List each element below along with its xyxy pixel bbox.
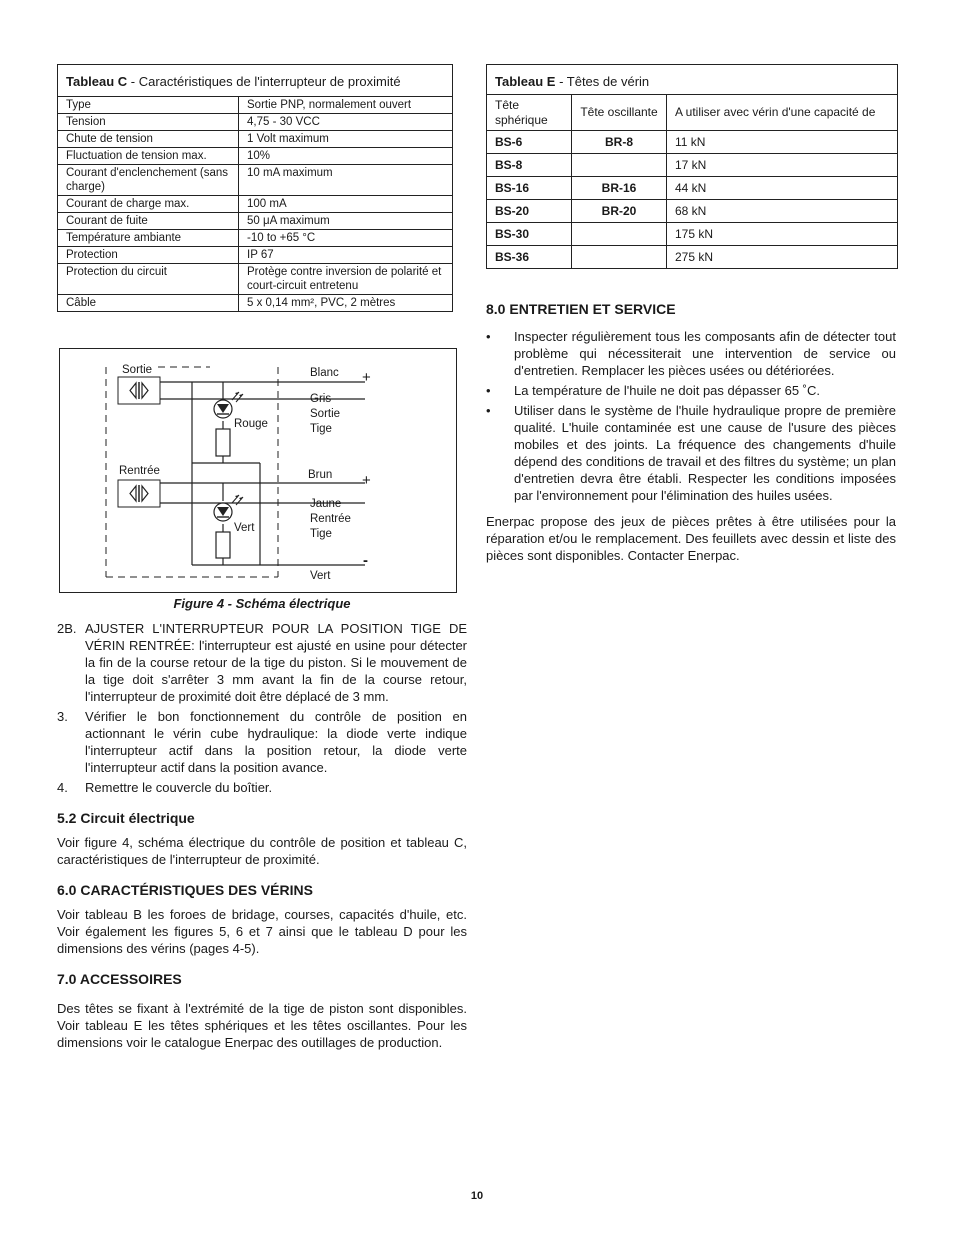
table-e-cell: BS-6	[487, 131, 572, 154]
table-e-cell: 11 kN	[667, 131, 898, 154]
label-gris: Gris	[310, 393, 332, 405]
table-c-row	[58, 295, 452, 312]
table-c-key: Protection du circuit	[58, 264, 239, 295]
paragraph-6-0: Voir tableau B les foroes de bridage, courses, capacités d'huile, etc. Voir également les figures 5, 6 et 7 ainsi que le tableau D pour les dimensions des vérins (pages 4-5).	[57, 907, 467, 956]
paragraph-5-2: Voir figure 4, schéma électrique du contrôle de position et tableau C, caractéristiques de l'interrupteur de proximité.	[57, 835, 467, 867]
table-c-value: 5 x 0,14 mm², PVC, 2 mètres	[239, 295, 453, 312]
table-e-cell: BS-20	[487, 200, 572, 223]
table-e-cell	[572, 154, 667, 177]
bullet-icon: •	[486, 403, 491, 418]
label-minus: -	[363, 552, 368, 569]
label-jaune: Jaune	[310, 498, 342, 510]
table-c-key: Chute de tension	[58, 131, 239, 148]
paragraph-7-0: Des têtes se fixant à l'extrémité de la tige de piston sont disponibles. Voir tableau E les têtes sphériques et les têtes oscillantes. Pour les dimensions voir le catalogue Enerpac des outillages de production.	[57, 1001, 467, 1050]
paragraph-enerpac: Enerpac propose des jeux de pièces prêtes à être utilisées pour la réparation et/ou le remplacement. Des feuillets avec dessin et liste des pièces sont disponibles. Contacter Enerpac.	[486, 514, 896, 563]
wiring-diagram-svg	[60, 349, 456, 592]
step-item	[57, 708, 467, 776]
table-e-cell: BS-30	[487, 223, 572, 246]
heading-7-0: 7.0 ACCESSOIRES	[57, 971, 182, 987]
table-e-cell: BR-20	[572, 200, 667, 223]
label-jaune-tige: Tige	[310, 528, 332, 540]
table-c-key: Courant d'enclenchement (sans charge)	[58, 165, 239, 196]
table-c-key: Tension	[58, 114, 239, 131]
table-c-value: -10 to +65 °C	[239, 230, 453, 247]
resistor-top	[216, 429, 230, 456]
bullet-item	[486, 328, 896, 379]
left-column	[57, 620, 467, 1051]
table-e-title: Tableau E	[495, 74, 556, 89]
step-text: AJUSTER L'INTERRUPTEUR POUR LA POSITION TIGE DE VÉRIN RENTRÉE: l'interrupteur est ajusté en usine pour détecter la fin de la course retour de la tige du piston. Si le mouvement de la tige doit s'arrêter 3 mm avant la fin de la course retour, l'interrupteur de proximité doit être déplacé de 3 mm.	[85, 621, 467, 704]
page-number: 10	[470, 1190, 484, 1202]
table-c-row	[58, 131, 452, 148]
table-e-row	[487, 131, 897, 154]
table-c-row	[58, 230, 452, 247]
bullet-item	[486, 402, 896, 504]
table-c-body	[58, 97, 452, 311]
step-number: 3.	[57, 709, 68, 724]
table-e-cell: 275 kN	[667, 246, 898, 269]
label-plus-top: +	[362, 369, 371, 386]
sensor-rentree	[118, 480, 160, 507]
table-e-cell: BR-16	[572, 177, 667, 200]
table-e-cell: BS-36	[487, 246, 572, 269]
table-c-key: Fluctuation de tension max.	[58, 148, 239, 165]
step-text: Vérifier le bon fonctionnement du contrôle de position en actionnant le vérin cube hydraulique: la diode verte indique l'interrupteur actif dans la position retour, la diode verte l'interrupteur actif dans la position avance.	[85, 709, 467, 775]
table-e-row	[487, 200, 897, 223]
bullet-icon: •	[486, 383, 491, 398]
table-c-row	[58, 97, 452, 114]
table-c-value: Sortie PNP, normalement ouvert	[247, 99, 412, 111]
bullet-item	[486, 382, 896, 399]
table-c-row	[58, 165, 452, 196]
heading-8-0: 8.0 ENTRETIEN ET SERVICE	[486, 301, 676, 317]
label-vert-wire: Vert	[310, 570, 331, 582]
table-c-value: IP 67	[239, 247, 453, 264]
table-c-value: 50 μA maximum	[239, 213, 453, 230]
sensor-sortie	[118, 377, 160, 404]
table-e-header-cell: Tête oscillante	[572, 95, 667, 131]
table-e-cell: BS-16	[487, 177, 572, 200]
table-e-cell: BR-8	[572, 131, 667, 154]
table-e-row	[487, 246, 897, 269]
table-c-row	[58, 196, 452, 213]
step-item	[57, 620, 467, 705]
table-c-row	[58, 264, 452, 295]
table-e-row	[487, 177, 897, 200]
step-item	[57, 779, 467, 796]
table-c-row	[58, 114, 452, 131]
label-gris-tige: Tige	[310, 423, 332, 435]
heading-5-2: 5.2 Circuit électrique	[57, 810, 195, 826]
bullet-text: Inspecter régulièrement tous les composants afin de détecter tout problème qui nécessiterait une intervention de service ou d'entretien. Remplacer les pièces usées ou détériorées.	[514, 329, 896, 378]
table-e-cell: BS-8	[487, 154, 572, 177]
table-c-key: Câble	[58, 295, 239, 312]
table-e-header-cell: Tête sphérique	[487, 95, 572, 131]
table-e-header-cell: A utiliser avec vérin d'une capacité de	[675, 105, 876, 119]
heading-6-0: 6.0 CARACTÉRISTIQUES DES VÉRINS	[57, 882, 313, 898]
table-e-cell	[572, 223, 667, 246]
step-number: 4.	[57, 780, 68, 795]
led-rouge-icon	[214, 392, 243, 418]
label-blanc: Blanc	[310, 367, 339, 379]
table-c-key: Protection	[58, 247, 239, 264]
label-vert-diode: Vert	[234, 522, 255, 534]
table-e	[486, 64, 898, 269]
figure-caption: Figure 4 - Schéma électrique	[173, 596, 351, 611]
table-e-header-row	[487, 95, 897, 131]
table-c-value: Protège contre inversion de polarité et court-circuit entretenu	[239, 264, 453, 295]
table-e-cell: 68 kN	[667, 200, 898, 223]
table-e-caption	[487, 65, 897, 95]
table-c	[57, 64, 453, 312]
table-c-key: Courant de fuite	[58, 213, 239, 230]
table-c-row	[58, 148, 452, 165]
table-e-row	[487, 154, 897, 177]
table-c-value: 10%	[239, 148, 453, 165]
led-vert-icon	[214, 495, 243, 521]
step-text: Remettre le couvercle du boîtier.	[85, 780, 273, 795]
table-c-caption	[58, 65, 452, 97]
bullet-text: La température de l'huile ne doit pas dépasser 65 ˚C.	[514, 383, 821, 398]
table-c-subtitle: - Caractéristiques de l'interrupteur de proximité	[127, 74, 401, 89]
label-rouge: Rouge	[234, 418, 268, 430]
table-e-row	[487, 223, 897, 246]
label-rentree: Rentrée	[119, 465, 160, 477]
table-c-value: 1 Volt maximum	[239, 131, 453, 148]
table-c-value: 4,75 - 30 VCC	[239, 114, 453, 131]
table-e-cell: 17 kN	[667, 154, 898, 177]
label-gris-sortie: Sortie	[310, 408, 341, 420]
wiring-diagram	[59, 348, 457, 593]
table-c-row	[58, 247, 452, 264]
table-c-value: 10 mA maximum	[239, 165, 453, 196]
resistor-bottom	[216, 532, 230, 558]
table-c-key: Température ambiante	[58, 230, 239, 247]
numbered-steps	[57, 620, 467, 796]
table-c-key: Type	[58, 97, 239, 114]
table-c-value: 100 mA	[239, 196, 453, 213]
table-e-body	[487, 95, 897, 268]
table-e-cell: 175 kN	[667, 223, 898, 246]
maintenance-list	[486, 328, 896, 504]
table-c-row	[58, 213, 452, 230]
table-e-cell: 44 kN	[667, 177, 898, 200]
bullet-text: Utiliser dans le système de l'huile hydraulique propre de première qualité. L'huile contaminée est une cause de l'usure des pièces mobiles et des joints. La fréquence des changements d'huile dépend des conditions de travail et des filtres du système; un plan d'entretien devra être établi. Respecter les conditions imposées par l'environnement pour l'élimination des huiles usées.	[514, 403, 896, 503]
label-jaune-rentree: Rentrée	[310, 513, 351, 525]
table-c-title: Tableau C	[66, 74, 128, 89]
right-column	[486, 301, 896, 564]
step-number: 2B.	[57, 621, 77, 636]
label-sortie: Sortie	[122, 364, 153, 376]
table-e-cell	[572, 246, 667, 269]
bullet-icon: •	[486, 329, 491, 344]
label-plus-bottom: +	[362, 472, 371, 489]
table-e-subtitle: - Têtes de vérin	[555, 74, 650, 89]
label-brun: Brun	[308, 469, 333, 481]
table-c-key: Courant de charge max.	[58, 196, 239, 213]
